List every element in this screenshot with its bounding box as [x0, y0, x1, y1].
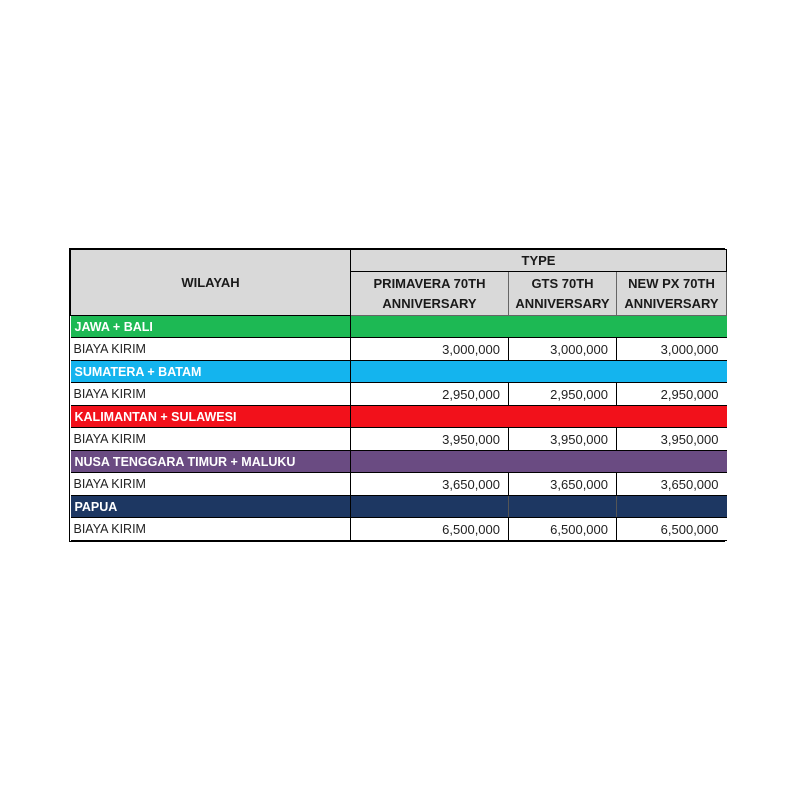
- header-type: TYPE: [351, 250, 727, 272]
- price-gts: 3,000,000: [509, 338, 617, 361]
- cost-row: [71, 383, 727, 406]
- price-primavera: 3,000,000: [351, 338, 509, 361]
- region-name: JAWA + BALI: [71, 316, 351, 338]
- region-fill: [351, 406, 727, 428]
- region-fill: [351, 361, 727, 383]
- price-primavera: 6,500,000: [351, 518, 509, 541]
- cost-label: BIAYA KIRIM: [71, 473, 351, 496]
- price-newpx: 3,950,000: [617, 428, 727, 451]
- cost-label: BIAYA KIRIM: [71, 338, 351, 361]
- region-row-kalimantan-sulawesi: [71, 406, 727, 428]
- region-row-sumatera-batam: [71, 361, 727, 383]
- region-fill: [617, 496, 727, 518]
- region-name: PAPUA: [71, 496, 351, 518]
- price-newpx: 2,950,000: [617, 383, 727, 406]
- region-name: NUSA TENGGARA TIMUR + MALUKU: [71, 451, 351, 473]
- region-fill: [509, 496, 617, 518]
- price-newpx: 6,500,000: [617, 518, 727, 541]
- price-newpx: 3,650,000: [617, 473, 727, 496]
- cost-label: BIAYA KIRIM: [71, 383, 351, 406]
- region-row-jawa-bali: [71, 316, 727, 338]
- header-model-primavera: PRIMAVERA 70TH ANNIVERSARY: [351, 272, 509, 316]
- price-gts: 3,650,000: [509, 473, 617, 496]
- region-fill: [351, 451, 727, 473]
- cost-label: BIAYA KIRIM: [71, 518, 351, 541]
- cost-row: [71, 518, 727, 541]
- header-wilayah: WILAYAH: [71, 250, 351, 316]
- region-name: KALIMANTAN + SULAWESI: [71, 406, 351, 428]
- price-gts: 6,500,000: [509, 518, 617, 541]
- header-model-newpx: NEW PX 70TH ANNIVERSARY: [617, 272, 727, 316]
- price-gts: 3,950,000: [509, 428, 617, 451]
- header-model-gts: GTS 70TH ANNIVERSARY: [509, 272, 617, 316]
- region-row-papua: [71, 496, 727, 518]
- price-newpx: 3,000,000: [617, 338, 727, 361]
- region-fill: [351, 316, 727, 338]
- region-fill: [351, 496, 509, 518]
- cost-row: [71, 428, 727, 451]
- region-row-ntt-maluku: [71, 451, 727, 473]
- cost-row: [71, 473, 727, 496]
- shipping-cost-table: [69, 248, 725, 542]
- price-primavera: 2,950,000: [351, 383, 509, 406]
- cost-row: [71, 338, 727, 361]
- price-primavera: 3,650,000: [351, 473, 509, 496]
- region-name: SUMATERA + BATAM: [71, 361, 351, 383]
- price-primavera: 3,950,000: [351, 428, 509, 451]
- price-gts: 2,950,000: [509, 383, 617, 406]
- cost-label: BIAYA KIRIM: [71, 428, 351, 451]
